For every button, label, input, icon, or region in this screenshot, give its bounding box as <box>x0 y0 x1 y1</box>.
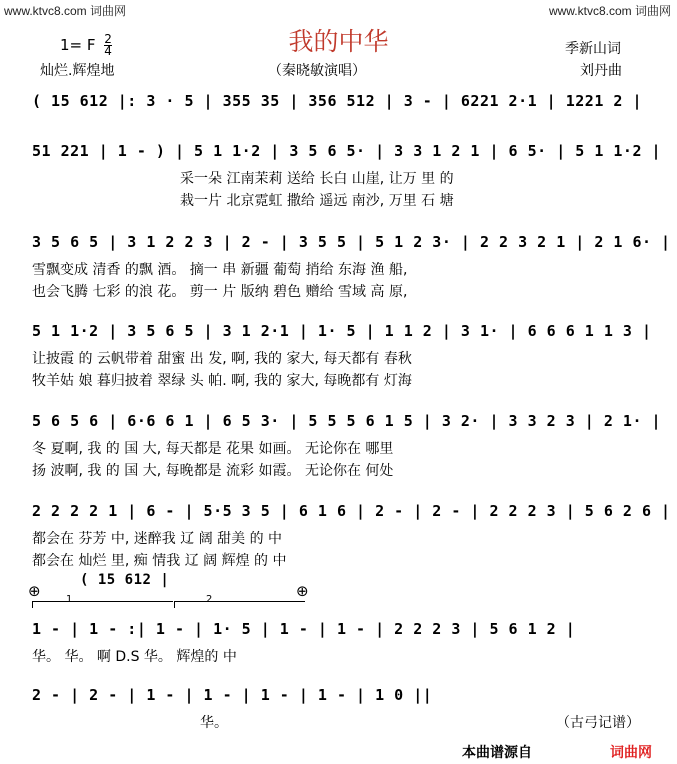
lyric-row-5-verse-1: 冬 夏啊, 我 的 国 大, 每天都是 花果 如画。 无论你在 哪里 <box>32 441 394 457</box>
watermark-left: www.ktvc8.com 词曲网 <box>4 4 127 18</box>
volta-bracket-2 <box>174 601 305 608</box>
expression-mark: 灿烂.辉煌地 <box>40 63 115 79</box>
coda-sign-icon-2: ⊕ <box>296 582 309 600</box>
site-logo[interactable]: 词曲网 <box>610 745 652 761</box>
lyricist-credit: 季新山词 <box>565 41 621 57</box>
volta-1-label: 1 <box>66 594 73 605</box>
notation-row-2: 51 221 | 1 - ) | 5 1 1·2 | 3 5 6 5· | 3 3 1 2 1 | 6 5· | 5 1 1·2 | <box>32 142 662 160</box>
lyric-row-4-verse-1: 让披霞 的 云帆带着 甜蜜 出 发, 啊, 我的 家大, 每天都有 春秋 <box>32 351 412 367</box>
transcriber-credit: （古弓记谱） <box>556 715 640 731</box>
time-signature <box>104 34 112 57</box>
volta-2-label: 2 <box>206 594 213 605</box>
time-top: 2 <box>104 32 112 46</box>
time-bottom: 4 <box>104 44 112 58</box>
lyric-row-8: 华。 <box>200 715 228 731</box>
notation-row-6: 2 2 2 2 1 | 6 - | 5·5 3 5 | 6 1 6 | 2 - | 2 - | 2 2 2 3 | 5 6 2 6 | <box>32 502 671 520</box>
key-signature <box>60 34 112 57</box>
page-title: 我的中华 <box>288 27 389 56</box>
notation-row-5: 5 6 5 6 | 6·6 6 1 | 6 5 3· | 5 5 5 6 1 5 | 3 2· | 3 3 2 3 | 2 1· | <box>32 412 662 430</box>
lyric-row-6-verse-1: 都会在 芬芳 中, 迷醉我 辽 阔 甜美 的 中 <box>32 531 283 547</box>
lyric-row-7: 华。 华。 啊 D.S 华。 辉煌的 中 <box>32 649 237 665</box>
composer-credit: 刘丹曲 <box>580 63 622 79</box>
notation-row-1: ( 15 612 |: 3 · 5 | 355 35 | 356 512 | 3 - | 6221 2·1 | 1221 2 | <box>32 92 642 110</box>
lyric-row-2-verse-2: 栽一片 北京霓虹 撒给 遥远 南沙, 万里 石 塘 <box>180 193 454 209</box>
intro-repeat: ( 15 612 | <box>80 572 170 588</box>
key-label: 1= F <box>60 36 96 54</box>
lyric-row-3-verse-1: 雪飘变成 清香 的飘 酒。 摘一 串 新疆 葡萄 捎给 东海 渔 船, <box>32 262 408 278</box>
lyric-row-6-verse-2: 都会在 灿烂 里, 痴 情我 辽 阔 辉煌 的 中 <box>32 553 287 569</box>
watermark-right: www.ktvc8.com 词曲网 <box>548 4 671 18</box>
lyric-row-4-verse-2: 牧羊姑 娘 暮归披着 翠绿 头 帕. 啊, 我的 家大, 每晚都有 灯海 <box>32 373 412 389</box>
notation-row-4: 5 1 1·2 | 3 5 6 5 | 3 1 2·1 | 1· 5 | 1 1 2 | 3 1· | 6 6 6 1 1 3 | <box>32 322 652 340</box>
source-text: 本曲谱源自 <box>462 745 532 761</box>
lyric-row-5-verse-2: 扬 波啊, 我 的 国 大, 每晚都是 流彩 如霞。 无论你在 何处 <box>32 463 394 479</box>
lyric-row-3-verse-2: 也会飞腾 七彩 的浪 花。 剪一 片 版纳 碧色 赠给 雪域 高 原, <box>32 284 408 300</box>
lyric-row-2-verse-1: 采一朵 江南茉莉 送给 长白 山崖, 让万 里 的 <box>180 171 454 187</box>
singer-credit: （秦晓敏演唱） <box>268 63 366 79</box>
notation-row-8: 2 - | 2 - | 1 - | 1 - | 1 - | 1 - | 1 0 || <box>32 686 433 704</box>
volta-bracket-1 <box>32 601 173 608</box>
notation-row-3: 3 5 6 5 | 3 1 2 2 3 | 2 - | 3 5 5 | 5 1 2 3· | 2 2 3 2 1 | 2 1 6· | <box>32 233 671 251</box>
notation-row-7: 1 - | 1 - :| 1 - | 1· 5 | 1 - | 1 - | 2 2 2 3 | 5 6 1 2 | <box>32 620 576 638</box>
coda-sign-icon: ⊕ <box>28 582 41 600</box>
